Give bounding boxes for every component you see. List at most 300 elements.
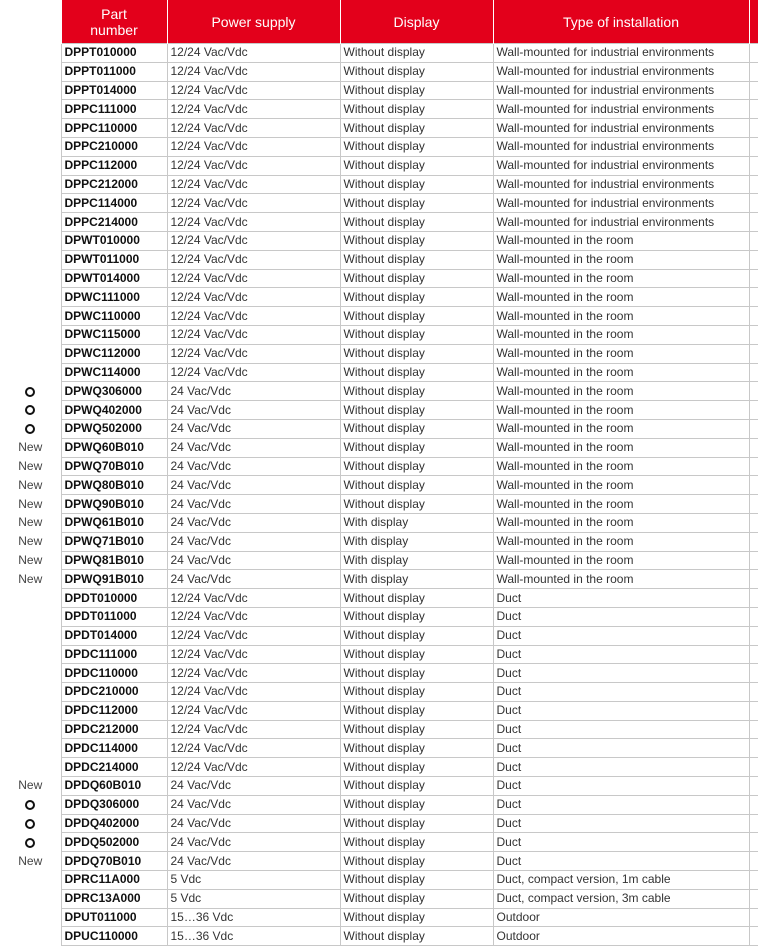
edge-cell bbox=[749, 664, 758, 683]
edge-cell bbox=[749, 626, 758, 645]
edge-cell bbox=[749, 833, 758, 852]
power-supply-cell: 12/24 Vac/Vdc bbox=[167, 175, 340, 194]
display-cell: With display bbox=[340, 513, 493, 532]
table-row bbox=[0, 419, 758, 438]
installation-cell: Wall-mounted in the room bbox=[493, 532, 749, 551]
installation-cell: Wall-mounted in the room bbox=[493, 551, 749, 570]
display-header: Display bbox=[340, 0, 493, 44]
display-cell: Without display bbox=[340, 438, 493, 457]
new-badge: New bbox=[18, 534, 43, 549]
display-cell: Without display bbox=[340, 419, 493, 438]
status-marker bbox=[0, 401, 61, 420]
power-supply-cell: 12/24 Vac/Vdc bbox=[167, 758, 340, 777]
table-row bbox=[0, 664, 758, 683]
power-supply-cell: 12/24 Vac/Vdc bbox=[167, 701, 340, 720]
new-badge bbox=[0, 213, 61, 232]
new-badge bbox=[0, 269, 61, 288]
installation-cell: Duct bbox=[493, 664, 749, 683]
installation-cell: Wall-mounted in the room bbox=[493, 513, 749, 532]
part-number-cell: DPPT011000 bbox=[61, 62, 167, 81]
table-row bbox=[0, 683, 758, 702]
part-number-cell: DPDC214000 bbox=[61, 758, 167, 777]
table-row bbox=[0, 532, 758, 551]
edge-cell bbox=[749, 156, 758, 175]
part-number-cell: DPWQ90B010 bbox=[61, 495, 167, 514]
part-number-cell: DPUC110000 bbox=[61, 927, 167, 946]
installation-cell: Wall-mounted in the room bbox=[493, 570, 749, 589]
table-row bbox=[0, 231, 758, 250]
table-row bbox=[0, 626, 758, 645]
part-number-cell: DPDQ60B010 bbox=[61, 777, 167, 796]
table-row bbox=[0, 100, 758, 119]
installation-cell: Duct bbox=[493, 589, 749, 608]
edge-cell bbox=[749, 889, 758, 908]
part-number-cell: DPWQ80B010 bbox=[61, 476, 167, 495]
part-number-cell: DPWC112000 bbox=[61, 344, 167, 363]
part-number-cell: DPWQ306000 bbox=[61, 382, 167, 401]
display-cell: Without display bbox=[340, 777, 493, 796]
power-supply-cell: 12/24 Vac/Vdc bbox=[167, 156, 340, 175]
installation-cell: Duct bbox=[493, 701, 749, 720]
table-row bbox=[0, 645, 758, 664]
circle-bullet-icon bbox=[25, 387, 35, 397]
part-number-cell: DPPC112000 bbox=[61, 156, 167, 175]
edge-cell bbox=[749, 457, 758, 476]
display-cell: Without display bbox=[340, 683, 493, 702]
edge-cell bbox=[749, 100, 758, 119]
installation-cell: Wall-mounted for industrial environments bbox=[493, 100, 749, 119]
power-supply-cell: 12/24 Vac/Vdc bbox=[167, 119, 340, 138]
display-cell: Without display bbox=[340, 344, 493, 363]
installation-cell: Duct bbox=[493, 720, 749, 739]
status-marker bbox=[0, 419, 61, 438]
new-badge bbox=[0, 307, 61, 326]
display-cell: Without display bbox=[340, 100, 493, 119]
part-number-cell: DPPC212000 bbox=[61, 175, 167, 194]
edge-cell bbox=[749, 194, 758, 213]
new-badge bbox=[0, 137, 61, 156]
power-supply-cell: 24 Vac/Vdc bbox=[167, 419, 340, 438]
installation-cell: Duct, compact version, 3m cable bbox=[493, 889, 749, 908]
power-supply-cell: 12/24 Vac/Vdc bbox=[167, 589, 340, 608]
installation-cell: Wall-mounted in the room bbox=[493, 325, 749, 344]
part-number-cell: DPWQ91B010 bbox=[61, 570, 167, 589]
power-supply-cell: 12/24 Vac/Vdc bbox=[167, 344, 340, 363]
power-supply-cell: 12/24 Vac/Vdc bbox=[167, 269, 340, 288]
edge-cell bbox=[749, 495, 758, 514]
new-badge bbox=[0, 119, 61, 138]
table-row bbox=[0, 156, 758, 175]
power-supply-cell: 12/24 Vac/Vdc bbox=[167, 664, 340, 683]
status-marker bbox=[0, 795, 61, 814]
power-supply-cell: 24 Vac/Vdc bbox=[167, 777, 340, 796]
table-row bbox=[0, 62, 758, 81]
part-number-cell: DPWT014000 bbox=[61, 269, 167, 288]
edge-cell bbox=[749, 589, 758, 608]
power-supply-cell: 12/24 Vac/Vdc bbox=[167, 683, 340, 702]
part-number-cell: DPWQ61B010 bbox=[61, 513, 167, 532]
circle-bullet-icon bbox=[25, 838, 35, 848]
display-cell: Without display bbox=[340, 758, 493, 777]
display-cell: Without display bbox=[340, 250, 493, 269]
table-row bbox=[0, 927, 758, 946]
power-supply-cell: 5 Vdc bbox=[167, 889, 340, 908]
status-marker bbox=[0, 382, 61, 401]
edge-cell bbox=[749, 62, 758, 81]
display-cell: Without display bbox=[340, 213, 493, 232]
display-cell: Without display bbox=[340, 156, 493, 175]
edge-cell bbox=[749, 344, 758, 363]
table-row bbox=[0, 720, 758, 739]
circle-bullet-icon bbox=[25, 819, 35, 829]
part-number-cell: DPWT011000 bbox=[61, 250, 167, 269]
table-row bbox=[0, 871, 758, 890]
edge-cell bbox=[749, 645, 758, 664]
new-badge bbox=[0, 363, 61, 382]
installation-cell: Duct bbox=[493, 683, 749, 702]
installation-cell: Duct, compact version, 1m cable bbox=[493, 871, 749, 890]
installation-cell: Wall-mounted for industrial environments bbox=[493, 137, 749, 156]
installation-cell: Wall-mounted in the room bbox=[493, 495, 749, 514]
display-cell: Without display bbox=[340, 119, 493, 138]
circle-bullet-icon bbox=[25, 800, 35, 810]
installation-cell: Duct bbox=[493, 758, 749, 777]
table-row bbox=[0, 307, 758, 326]
new-badge bbox=[0, 288, 61, 307]
power-supply-cell: 12/24 Vac/Vdc bbox=[167, 325, 340, 344]
installation-cell: Wall-mounted in the room bbox=[493, 382, 749, 401]
installation-cell: Duct bbox=[493, 795, 749, 814]
power-supply-cell: 24 Vac/Vdc bbox=[167, 457, 340, 476]
display-cell: With display bbox=[340, 570, 493, 589]
display-cell: Without display bbox=[340, 476, 493, 495]
installation-cell: Wall-mounted in the room bbox=[493, 476, 749, 495]
installation-cell: Wall-mounted in the room bbox=[493, 231, 749, 250]
part-number-cell: DPDQ306000 bbox=[61, 795, 167, 814]
installation-cell: Wall-mounted in the room bbox=[493, 419, 749, 438]
table-row bbox=[0, 570, 758, 589]
display-cell: Without display bbox=[340, 288, 493, 307]
installation-cell: Wall-mounted in the room bbox=[493, 250, 749, 269]
display-cell: Without display bbox=[340, 664, 493, 683]
display-cell: Without display bbox=[340, 495, 493, 514]
power-supply-cell: 5 Vdc bbox=[167, 871, 340, 890]
edge-cell bbox=[749, 701, 758, 720]
installation-cell: Wall-mounted for industrial environments bbox=[493, 175, 749, 194]
installation-cell: Wall-mounted for industrial environments bbox=[493, 81, 749, 100]
power-supply-cell: 12/24 Vac/Vdc bbox=[167, 81, 340, 100]
table-row bbox=[0, 777, 758, 796]
power-supply-cell: 24 Vac/Vdc bbox=[167, 532, 340, 551]
new-badge bbox=[0, 250, 61, 269]
edge-cell bbox=[749, 401, 758, 420]
edge-cell bbox=[749, 777, 758, 796]
part-number-cell: DPWC110000 bbox=[61, 307, 167, 326]
part-number-cell: DPWC111000 bbox=[61, 288, 167, 307]
power-supply-cell: 24 Vac/Vdc bbox=[167, 833, 340, 852]
power-supply-cell: 24 Vac/Vdc bbox=[167, 570, 340, 589]
table-row bbox=[0, 194, 758, 213]
new-badge: New bbox=[18, 440, 43, 455]
table-header bbox=[0, 0, 758, 44]
installation-cell: Duct bbox=[493, 645, 749, 664]
part-number-cell: DPDC112000 bbox=[61, 701, 167, 720]
edge-cell bbox=[749, 419, 758, 438]
display-cell: Without display bbox=[340, 307, 493, 326]
installation-cell: Wall-mounted in the room bbox=[493, 438, 749, 457]
part-number-cell: DPPC210000 bbox=[61, 137, 167, 156]
power-supply-cell: 24 Vac/Vdc bbox=[167, 495, 340, 514]
edge-cell bbox=[749, 908, 758, 927]
new-badge bbox=[0, 889, 61, 908]
new-badge: New bbox=[18, 458, 43, 473]
display-cell: Without display bbox=[340, 720, 493, 739]
edge-cell bbox=[749, 683, 758, 702]
installation-cell: Duct bbox=[493, 833, 749, 852]
power-supply-cell: 12/24 Vac/Vdc bbox=[167, 288, 340, 307]
display-cell: Without display bbox=[340, 795, 493, 814]
table-row bbox=[0, 513, 758, 532]
part-number-cell: DPDT014000 bbox=[61, 626, 167, 645]
new-badge bbox=[0, 62, 61, 81]
table-row bbox=[0, 363, 758, 382]
new-badge bbox=[0, 720, 61, 739]
part-number-cell: DPRC11A000 bbox=[61, 871, 167, 890]
new-badge: New bbox=[18, 853, 43, 868]
installation-cell: Wall-mounted in the room bbox=[493, 269, 749, 288]
power-supply-cell: 12/24 Vac/Vdc bbox=[167, 62, 340, 81]
part-number-header: Part number bbox=[61, 0, 167, 44]
table-row bbox=[0, 269, 758, 288]
installation-cell: Wall-mounted in the room bbox=[493, 288, 749, 307]
edge-cell bbox=[749, 871, 758, 890]
power-supply-cell: 12/24 Vac/Vdc bbox=[167, 626, 340, 645]
table-row bbox=[0, 758, 758, 777]
part-number-cell: DPWQ60B010 bbox=[61, 438, 167, 457]
display-cell: Without display bbox=[340, 908, 493, 927]
edge-cell bbox=[749, 551, 758, 570]
power-supply-cell: 15…36 Vdc bbox=[167, 908, 340, 927]
display-cell: With display bbox=[340, 551, 493, 570]
table-body bbox=[0, 44, 758, 946]
display-cell: Without display bbox=[340, 62, 493, 81]
table-row bbox=[0, 852, 758, 871]
new-badge bbox=[0, 231, 61, 250]
new-badge bbox=[0, 100, 61, 119]
power-supply-cell: 24 Vac/Vdc bbox=[167, 814, 340, 833]
part-number-cell: DPUT011000 bbox=[61, 908, 167, 927]
new-badge bbox=[0, 81, 61, 100]
display-cell: Without display bbox=[340, 645, 493, 664]
display-cell: Without display bbox=[340, 269, 493, 288]
part-number-cell: DPPT014000 bbox=[61, 81, 167, 100]
part-number-cell: DPDC212000 bbox=[61, 720, 167, 739]
power-supply-cell: 24 Vac/Vdc bbox=[167, 438, 340, 457]
part-number-cell: DPWQ502000 bbox=[61, 419, 167, 438]
marker-column-header bbox=[0, 0, 61, 44]
edge-cell bbox=[749, 269, 758, 288]
circle-bullet-icon bbox=[25, 424, 35, 434]
new-badge bbox=[0, 645, 61, 664]
power-supply-cell: 12/24 Vac/Vdc bbox=[167, 720, 340, 739]
installation-cell: Duct bbox=[493, 814, 749, 833]
new-badge: New bbox=[18, 552, 43, 567]
display-cell: Without display bbox=[340, 739, 493, 758]
display-cell: Without display bbox=[340, 701, 493, 720]
installation-cell: Duct bbox=[493, 626, 749, 645]
display-cell: Without display bbox=[340, 852, 493, 871]
table-row bbox=[0, 44, 758, 63]
new-badge bbox=[0, 194, 61, 213]
table-row bbox=[0, 175, 758, 194]
power-supply-cell: 24 Vac/Vdc bbox=[167, 551, 340, 570]
edge-cell bbox=[749, 476, 758, 495]
edge-cell bbox=[749, 852, 758, 871]
edge-cell bbox=[749, 438, 758, 457]
part-number-cell: DPDT011000 bbox=[61, 607, 167, 626]
edge-cell bbox=[749, 570, 758, 589]
edge-cell bbox=[749, 175, 758, 194]
table-row bbox=[0, 795, 758, 814]
table-row bbox=[0, 401, 758, 420]
display-cell: Without display bbox=[340, 927, 493, 946]
table-row bbox=[0, 288, 758, 307]
table-row bbox=[0, 457, 758, 476]
part-number-cell: DPWC115000 bbox=[61, 325, 167, 344]
display-cell: Without display bbox=[340, 457, 493, 476]
installation-cell: Wall-mounted for industrial environments bbox=[493, 156, 749, 175]
table-row bbox=[0, 607, 758, 626]
power-supply-cell: 12/24 Vac/Vdc bbox=[167, 307, 340, 326]
installation-cell: Wall-mounted in the room bbox=[493, 401, 749, 420]
status-marker bbox=[0, 814, 61, 833]
new-badge bbox=[0, 44, 61, 63]
edge-cell bbox=[749, 513, 758, 532]
table-row bbox=[0, 325, 758, 344]
edge-cell bbox=[749, 927, 758, 946]
table-row bbox=[0, 589, 758, 608]
display-cell: Without display bbox=[340, 231, 493, 250]
installation-cell: Wall-mounted for industrial environments bbox=[493, 44, 749, 63]
power-supply-cell: 12/24 Vac/Vdc bbox=[167, 739, 340, 758]
new-badge bbox=[0, 344, 61, 363]
power-supply-cell: 24 Vac/Vdc bbox=[167, 513, 340, 532]
status-marker bbox=[0, 833, 61, 852]
display-cell: Without display bbox=[340, 889, 493, 908]
installation-cell: Duct bbox=[493, 852, 749, 871]
part-number-cell: DPDQ70B010 bbox=[61, 852, 167, 871]
new-badge bbox=[0, 683, 61, 702]
new-badge bbox=[0, 589, 61, 608]
power-supply-cell: 12/24 Vac/Vdc bbox=[167, 607, 340, 626]
installation-cell: Wall-mounted for industrial environments bbox=[493, 194, 749, 213]
installation-cell: Wall-mounted in the room bbox=[493, 344, 749, 363]
new-badge bbox=[0, 758, 61, 777]
installation-cell: Wall-mounted for industrial environments bbox=[493, 119, 749, 138]
table-row bbox=[0, 889, 758, 908]
part-number-cell: DPWQ70B010 bbox=[61, 457, 167, 476]
new-badge bbox=[0, 701, 61, 720]
part-number-cell: DPRC13A000 bbox=[61, 889, 167, 908]
power-supply-cell: 12/24 Vac/Vdc bbox=[167, 231, 340, 250]
installation-cell: Wall-mounted for industrial environments bbox=[493, 213, 749, 232]
new-badge bbox=[0, 908, 61, 927]
new-badge bbox=[0, 175, 61, 194]
edge-cell bbox=[749, 382, 758, 401]
power-supply-cell: 24 Vac/Vdc bbox=[167, 401, 340, 420]
table-row bbox=[0, 701, 758, 720]
part-number-cell: DPWC114000 bbox=[61, 363, 167, 382]
installation-cell: Duct bbox=[493, 739, 749, 758]
power-supply-cell: 15…36 Vdc bbox=[167, 927, 340, 946]
display-cell: Without display bbox=[340, 325, 493, 344]
part-number-cell: DPPC111000 bbox=[61, 100, 167, 119]
installation-cell: Wall-mounted for industrial environments bbox=[493, 62, 749, 81]
circle-bullet-icon bbox=[25, 405, 35, 415]
installation-cell: Duct bbox=[493, 607, 749, 626]
table-row bbox=[0, 495, 758, 514]
display-cell: Without display bbox=[340, 382, 493, 401]
table-row bbox=[0, 814, 758, 833]
display-cell: Without display bbox=[340, 626, 493, 645]
new-badge bbox=[0, 739, 61, 758]
edge-cell bbox=[749, 814, 758, 833]
edge-cell bbox=[749, 137, 758, 156]
display-cell: Without display bbox=[340, 589, 493, 608]
table-row bbox=[0, 833, 758, 852]
display-cell: Without display bbox=[340, 871, 493, 890]
part-number-cell: DPPC114000 bbox=[61, 194, 167, 213]
part-number-cell: DPDC110000 bbox=[61, 664, 167, 683]
new-badge: New bbox=[18, 477, 43, 492]
edge-cell bbox=[749, 250, 758, 269]
edge-cell bbox=[749, 231, 758, 250]
part-number-cell: DPWQ402000 bbox=[61, 401, 167, 420]
power-supply-cell: 24 Vac/Vdc bbox=[167, 795, 340, 814]
power-supply-cell: 12/24 Vac/Vdc bbox=[167, 44, 340, 63]
display-cell: Without display bbox=[340, 175, 493, 194]
part-number-cell: DPWQ81B010 bbox=[61, 551, 167, 570]
table-row bbox=[0, 739, 758, 758]
new-badge: New bbox=[18, 496, 43, 511]
edge-cell bbox=[749, 44, 758, 63]
edge-cell bbox=[749, 739, 758, 758]
edge-cell bbox=[749, 532, 758, 551]
table-row bbox=[0, 438, 758, 457]
part-number-cell: DPDC111000 bbox=[61, 645, 167, 664]
power-supply-cell: 24 Vac/Vdc bbox=[167, 382, 340, 401]
edge-cell bbox=[749, 720, 758, 739]
power-supply-cell: 12/24 Vac/Vdc bbox=[167, 194, 340, 213]
installation-cell: Wall-mounted in the room bbox=[493, 363, 749, 382]
edge-cell bbox=[749, 288, 758, 307]
new-badge: New bbox=[18, 778, 43, 793]
new-badge bbox=[0, 871, 61, 890]
new-badge bbox=[0, 156, 61, 175]
table-row bbox=[0, 213, 758, 232]
installation-cell: Wall-mounted in the room bbox=[493, 307, 749, 326]
power-supply-cell: 12/24 Vac/Vdc bbox=[167, 213, 340, 232]
part-number-cell: DPPT010000 bbox=[61, 44, 167, 63]
display-cell: Without display bbox=[340, 833, 493, 852]
edge-cell bbox=[749, 325, 758, 344]
edge-cell bbox=[749, 213, 758, 232]
power-supply-cell: 12/24 Vac/Vdc bbox=[167, 250, 340, 269]
table-row bbox=[0, 476, 758, 495]
new-badge bbox=[0, 325, 61, 344]
new-badge: New bbox=[18, 515, 43, 530]
power-supply-cell: 24 Vac/Vdc bbox=[167, 476, 340, 495]
